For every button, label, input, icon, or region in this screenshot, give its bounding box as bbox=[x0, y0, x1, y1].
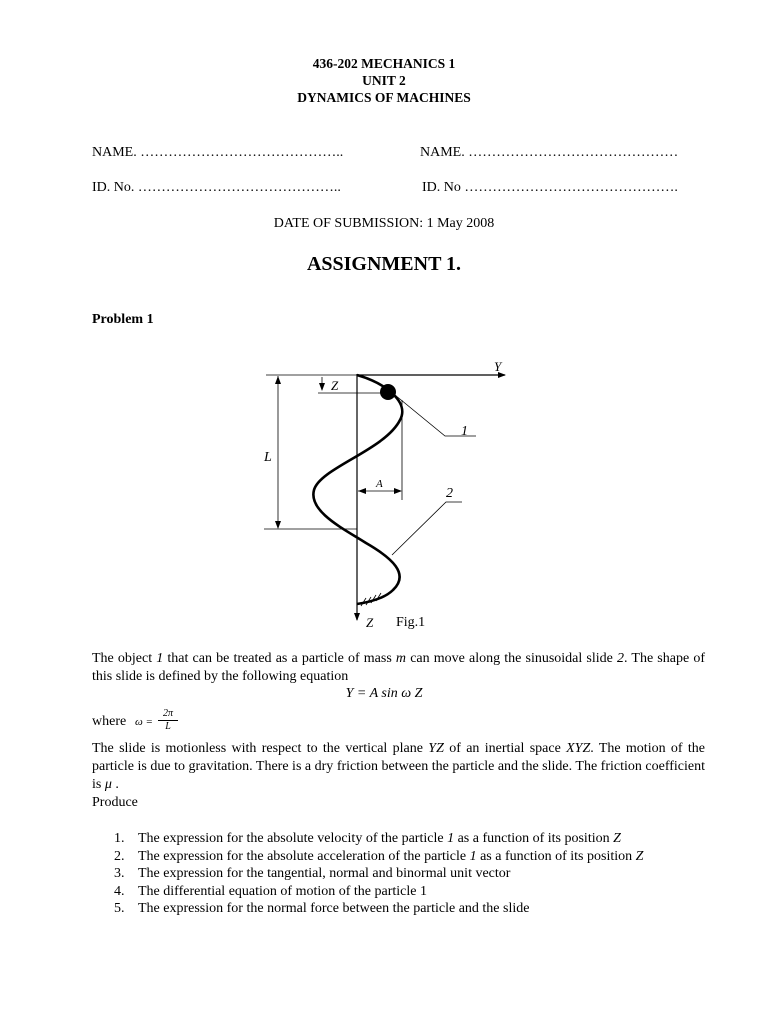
course-code: 436-202 MECHANICS 1 bbox=[312, 56, 456, 71]
id-field-left: ID. No. …………………………………….. bbox=[92, 180, 341, 195]
omega-lhs: ω = bbox=[135, 716, 153, 728]
paragraph-intro: The object 1 that can be treated as a particle of mass m can move along the sinusoidal slide 2. The shape of this slide is defined by the following equation bbox=[92, 651, 705, 684]
list-item: 3. The expression for the tangential, normal and binormal unit vector bbox=[114, 866, 511, 881]
figure-caption: Fig.1 bbox=[396, 615, 426, 630]
task-list bbox=[114, 830, 643, 918]
produce-label: Produce bbox=[92, 795, 138, 810]
slide-equation: Y = A sin ω Z bbox=[345, 686, 423, 701]
unit-label: UNIT 2 bbox=[362, 73, 406, 88]
name-field-right: NAME. ……………………………………… bbox=[420, 145, 679, 160]
z-small-label: Z bbox=[331, 378, 339, 393]
list-item: 1. The expression for the absolute velocity of the particle 1 as a function of its position Z bbox=[114, 831, 621, 846]
sinusoidal-slide bbox=[313, 375, 402, 604]
paragraph-motion: The slide is motionless with respect to the vertical plane YZ of an inertial space XYZ. The motion of the particle is due to gravitation. There is a dry friction between the particle and the slide. The friction coefficient is μ . bbox=[92, 741, 705, 792]
where-label: where bbox=[92, 714, 127, 729]
list-item: 4. The differential equation of motion of the particle 1 bbox=[114, 883, 427, 899]
y-axis-label: Y bbox=[494, 359, 502, 374]
label-1: 1 bbox=[461, 424, 468, 439]
problem-heading: Problem 1 bbox=[92, 312, 154, 327]
a-label: A bbox=[376, 478, 383, 490]
label-2: 2 bbox=[446, 486, 453, 501]
list-item: 2. The expression for the absolute acceleration of the particle 1 as a function of its position Z bbox=[114, 848, 644, 864]
list-item: 5. The expression for the normal force between the particle and the slide bbox=[114, 901, 530, 916]
omega-fraction: $\frac{2\pi}{L}$ bbox=[158, 708, 178, 733]
id-field-right: ID. No ………………………………………. bbox=[422, 180, 678, 195]
subject-title: DYNAMICS OF MACHINES bbox=[297, 90, 471, 105]
name-field-left: NAME. …………………………………….. bbox=[92, 145, 344, 160]
assignment-title: ASSIGNMENT 1. bbox=[306, 253, 462, 275]
submission-date: DATE OF SUBMISSION: 1 May 2008 bbox=[273, 216, 495, 231]
l-label: L bbox=[264, 450, 272, 465]
z-axis-label: Z bbox=[366, 615, 374, 630]
particle bbox=[380, 384, 396, 400]
